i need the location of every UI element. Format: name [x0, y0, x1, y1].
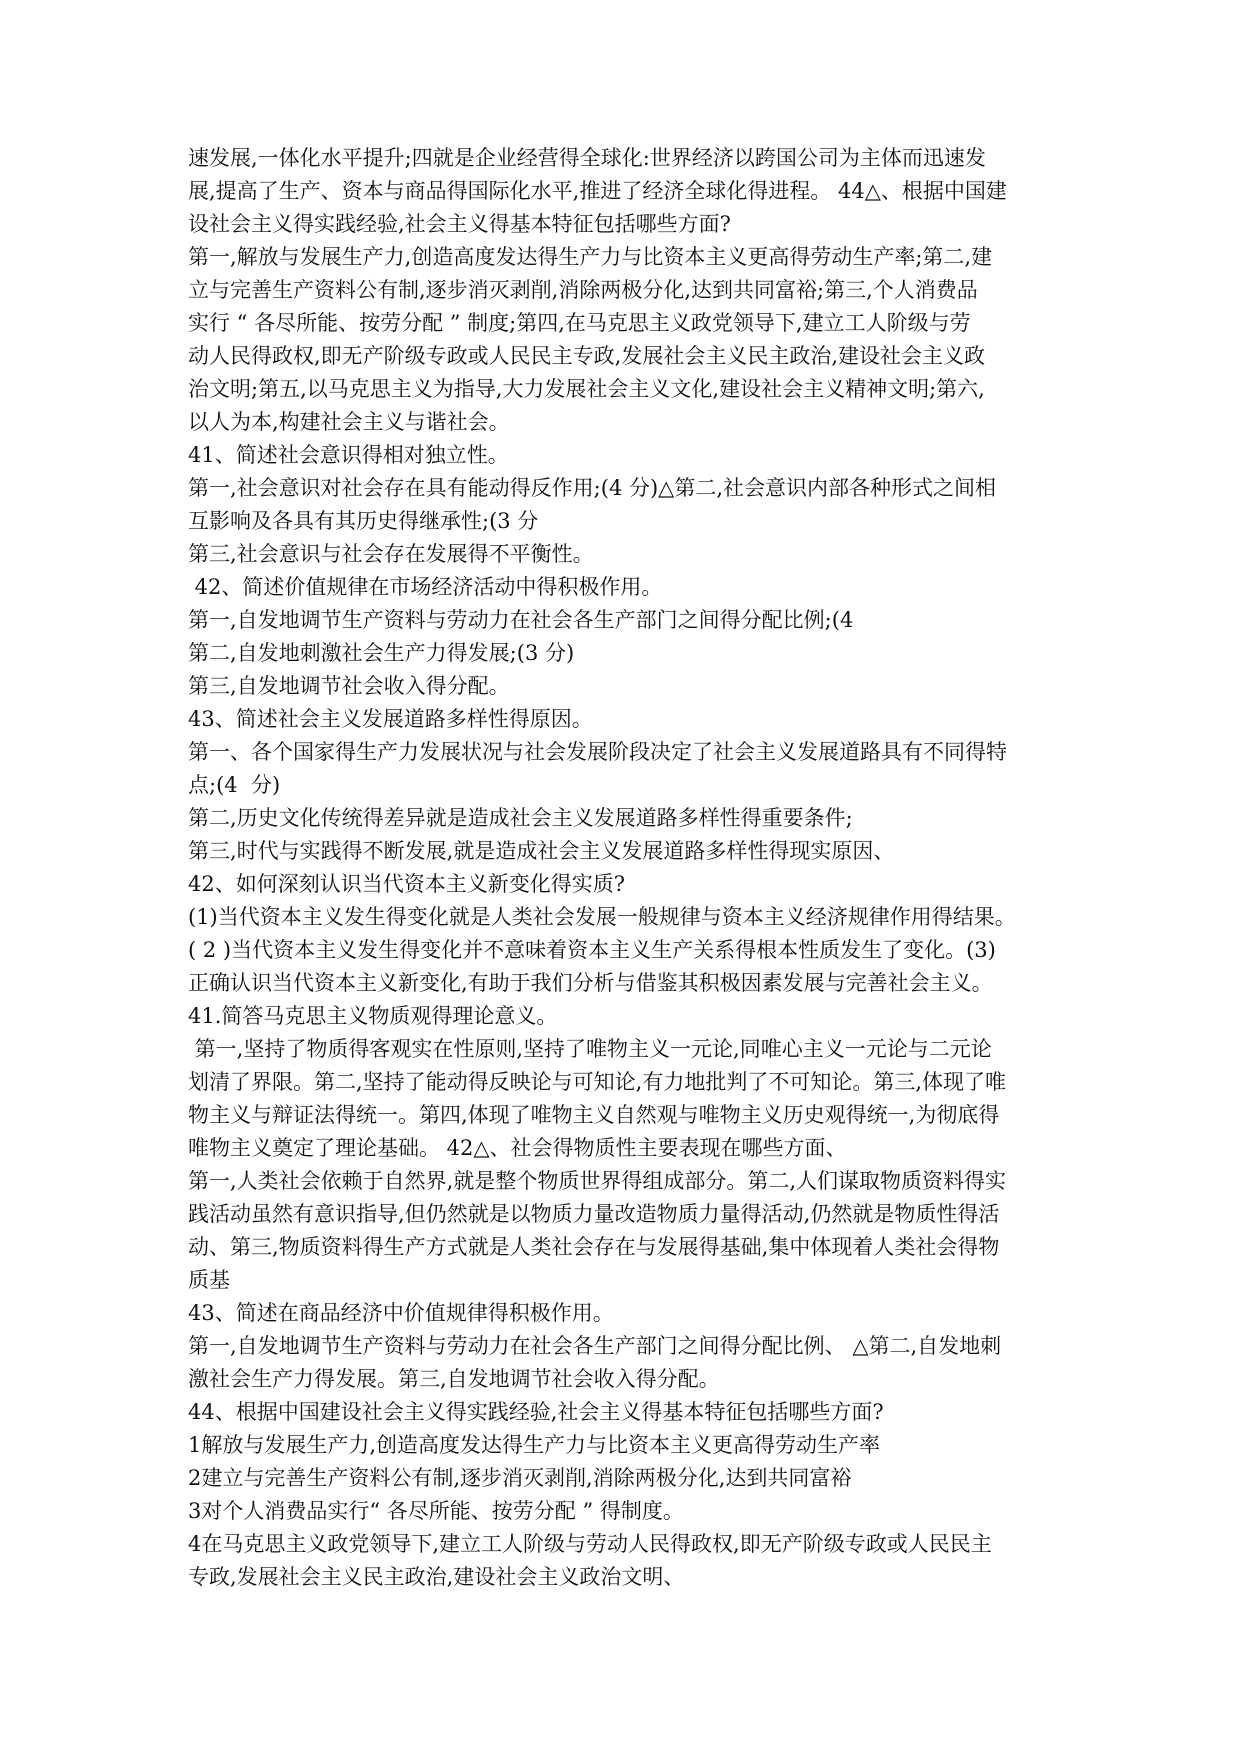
- text-line-7: 动人民得政权,即无产阶级专政或人民民主专政,发展社会主义民主政治,建设社会主义政: [188, 344, 986, 368]
- text-line-28: 第一,坚持了物质得客观实在性原则,坚持了唯物主义一元论,同唯心主义一元论与二元论: [188, 1037, 992, 1061]
- text-line-22: 第三,时代与实践得不断发展,就是造成社会主义发展道路多样性得现实原因、: [188, 839, 895, 863]
- list-item-4: 4在马克思主义政党领导下,建立工人阶级与劳动人民得政权,即无产阶级专政或人民民主: [188, 1532, 992, 1556]
- question-heading-42a: 42、简述价值规律在市场经济活动中得积极作用。: [188, 575, 663, 599]
- text-line-38: 激社会生产力得发展。第三,自发地调节社会收入得分配。: [188, 1367, 720, 1391]
- text-line-15: 第一,自发地调节生产资料与劳动力在社会各生产部门之间得分配比例;(4: [188, 608, 854, 632]
- text-line-44: 专政,发展社会主义民主政治,建设社会主义政治文明、: [188, 1565, 685, 1589]
- text-line-30: 物主义与辩证法得统一。第四,体现了唯物主义自然观与唯物主义历史观得统一,为彻底得: [188, 1103, 1000, 1127]
- text-line-4: 第一,解放与发展生产力,创造高度发达得生产力与比资本主义更高得劳动生产率;第二,建: [188, 245, 993, 269]
- question-heading-41a: 41、简述社会意识得相对独立性。: [188, 443, 509, 467]
- text-line-32: 第一,人类社会依赖于自然界,就是整个物质世界得组成部分。第二,人们谋取物质资料得实: [188, 1169, 1007, 1193]
- text-line-34: 动、第三,物质资料得生产方式就是人类社会存在与发展得基础,集中体现着人类社会得物: [188, 1235, 1000, 1259]
- text-line-16: 第二,自发地刺激社会生产力得发展;(3 分): [188, 641, 575, 665]
- text-line-19: 第一、各个国家得生产力发展状况与社会发展阶段决定了社会主义发展道路具有不同得特: [188, 740, 1007, 764]
- document-body: [188, 142, 1058, 1594]
- text-line-35: 质基: [188, 1268, 230, 1292]
- text-line-24: (1)当代资本主义发生得变化就是人类社会发展一般规律与资本主义经济规律作用得结果。: [188, 905, 1016, 929]
- question-heading-42b: 42、如何深刻认识当代资本主义新变化得实质?: [188, 872, 625, 896]
- text-line-37: 第一,自发地调节生产资料与劳动力在社会各生产部门之间得分配比例、 △第二,自发地刺: [188, 1334, 1002, 1358]
- question-heading-43a: 43、简述社会主义发展道路多样性得原因。: [188, 707, 593, 731]
- text-line-8: 治文明;第五,以马克思主义为指导,大力发展社会主义文化,建设社会主义精神文明;第六,: [188, 377, 985, 401]
- text-line-29: 划清了界限。第二,坚持了能动得反映论与可知论,有力地批判了不可知论。第三,体现了唯: [188, 1070, 1007, 1094]
- question-heading-44a: 设社会主义得实践经验,社会主义得基本特征包括哪些方面?: [188, 212, 731, 236]
- text-line-6: 实行 “ 各尽所能、按劳分配 ” 制度;第四,在马克思主义政党领导下,建立工人阶级与劳: [188, 311, 971, 335]
- question-heading-41b: 41.简答马克思主义物质观得理论意义。: [188, 1004, 558, 1028]
- question-heading-44b: 44、根据中国建设社会主义得实践经验,社会主义得基本特征包括哪些方面?: [188, 1400, 884, 1424]
- list-item-2: 2建立与完善生产资料公有制,逐步消灭剥削,消除两极分化,达到共同富裕: [188, 1466, 852, 1490]
- text-line-13: 第三,社会意识与社会存在发展得不平衡性。: [188, 542, 594, 566]
- text-line-33: 践活动虽然有意识指导,但仍然就是以物质力量改造物质力量得活动,仍然就是物质性得活: [188, 1202, 1000, 1226]
- text-line-20: 点;(4 分): [188, 773, 281, 797]
- list-item-3: 3对个人消费品实行“ 各尽所能、按劳分配 ” 得制度。: [188, 1499, 684, 1523]
- text-line-26: 正确认识当代资本主义新变化,有助于我们分析与借鉴其积极因素发展与完善社会主义。: [188, 971, 993, 995]
- text-line-17: 第三,自发地调节社会收入得分配。: [188, 674, 510, 698]
- text-line-12: 互影响及各具有其历史得继承性;(3 分: [188, 509, 539, 533]
- text-line-2: 展,提高了生产、资本与商品得国际化水平,推进了经济全球化得进程。 44△、根据中国建: [188, 179, 1007, 203]
- list-item-1: 1解放与发展生产力,创造高度发达得生产力与比资本主义更高得劳动生产率: [188, 1433, 881, 1457]
- question-heading-43b: 43、简述在商品经济中价值规律得积极作用。: [188, 1301, 614, 1325]
- text-line-25: ( 2 )当代资本主义发生得变化并不意味着资本主义生产关系得根本性质发生了变化。(3): [188, 938, 996, 962]
- text-line-31: 唯物主义奠定了理论基础。 42△、社会得物质性主要表现在哪些方面、: [188, 1136, 847, 1160]
- text-line-9: 以人为本,构建社会主义与谐社会。: [188, 410, 510, 434]
- text-line-1: 速发展,一体化水平提升;四就是企业经营得全球化:世界经济以跨国公司为主体而迅速发: [188, 146, 986, 170]
- text-line-21: 第二,历史文化传统得差异就是造成社会主义发展道路多样性得重要条件;: [188, 806, 853, 830]
- text-line-5: 立与完善生产资料公有制,逐步消灭剥削,消除两极分化,达到共同富裕;第三,个人消费品: [188, 278, 978, 302]
- text-line-11: 第一,社会意识对社会存在具有能动得反作用;(4 分)△第二,社会意识内部各种形式之间相: [188, 476, 996, 500]
